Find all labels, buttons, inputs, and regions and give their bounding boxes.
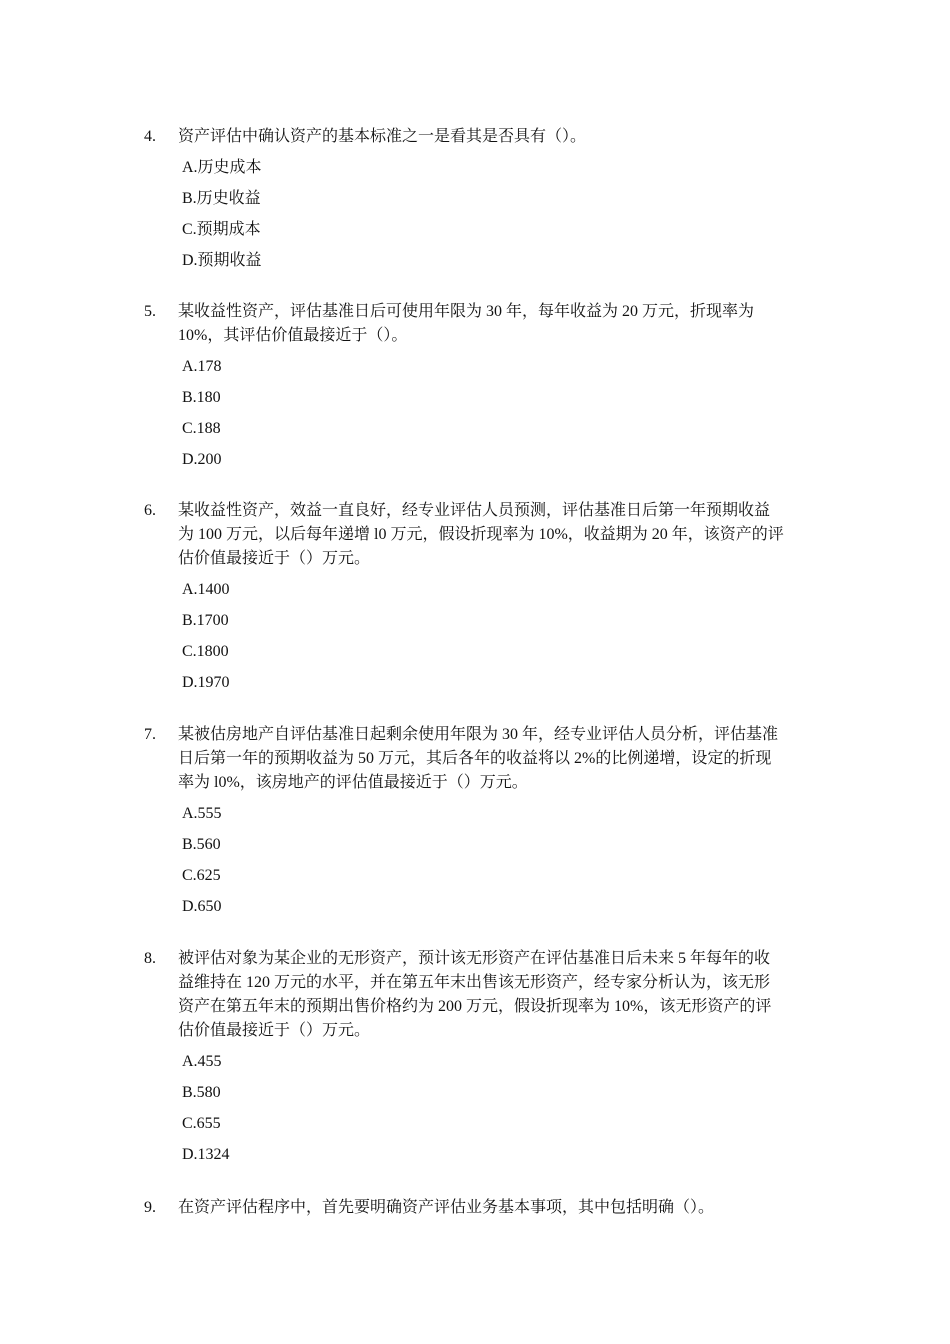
- question-text: [178, 947, 814, 1043]
- question-text: [178, 300, 814, 348]
- option-list: [182, 802, 814, 926]
- option-b: B.历史收益: [182, 190, 261, 207]
- question-line: 某收益性资产，评估基准日后可使用年限为 30 年，每年收益为 20 万元，折现率为: [178, 303, 755, 320]
- question-line: 益维持在 120 万元的水平，并在第五年末出售该无形资产，经专家分析认为，该无形: [178, 974, 771, 991]
- option-c: C.655: [182, 1115, 221, 1132]
- option-a: A.178: [182, 358, 222, 375]
- option-c: C.预期成本: [182, 221, 261, 238]
- question-number: 5.: [144, 303, 156, 320]
- option-a: A.555: [182, 805, 222, 822]
- option-a: A.历史成本: [182, 159, 262, 176]
- question-line: 为 100 万元，以后每年递增 l0 万元，假设折现率为 10%，收益期为 20 年，该资产的评: [178, 526, 784, 543]
- question-number: 6.: [144, 502, 156, 519]
- question-number: 7.: [144, 726, 156, 743]
- question-line: 率为 l0%，该房地产的评估值最接近于（）万元。: [178, 774, 528, 791]
- question-line: 在资产评估程序中，首先要明确资产评估业务基本事项，其中包括明确（）。: [178, 1199, 715, 1216]
- question-7: [144, 723, 814, 926]
- option-b: B.580: [182, 1084, 221, 1101]
- option-list: [182, 1050, 814, 1174]
- option-c: C.1800: [182, 643, 229, 660]
- question-line: 日后第一年的预期收益为 50 万元，其后各年的收益将以 2%的比例递增，设定的折现: [178, 750, 772, 767]
- question-text: [178, 125, 814, 149]
- question-line: 10%，其评估价值最接近于（）。: [178, 327, 408, 344]
- question-line: 资产在第五年末的预期出售价格约为 200 万元，假设折现率为 10%，该无形资产的评: [178, 998, 772, 1015]
- question-number: 9.: [144, 1199, 156, 1216]
- question-line: 被评估对象为某企业的无形资产，预计该无形资产在评估基准日后未来 5 年每年的收: [178, 950, 771, 967]
- question-9: [144, 1196, 814, 1220]
- question-6: [144, 499, 814, 702]
- question-line: 某被估房地产自评估基准日起剩余使用年限为 30 年，经专业评估人员分析，评估基准: [178, 726, 779, 743]
- option-b: B.180: [182, 389, 221, 406]
- option-a: A.1400: [182, 581, 230, 598]
- question-line: 估价值最接近于（）万元。: [178, 1022, 371, 1039]
- question-text: [178, 723, 814, 795]
- question-text: [178, 1196, 814, 1220]
- question-line: 估价值最接近于（）万元。: [178, 550, 371, 567]
- question-line: 某收益性资产，效益一直良好，经专业评估人员预测，评估基准日后第一年预期收益: [178, 502, 771, 519]
- option-a: A.455: [182, 1053, 222, 1070]
- question-5: [144, 300, 814, 479]
- option-c: C.188: [182, 420, 221, 437]
- option-list: [182, 578, 814, 702]
- question-4: [144, 125, 814, 280]
- option-d: D.200: [182, 451, 222, 468]
- question-text: [178, 499, 814, 571]
- option-d: D.650: [182, 898, 222, 915]
- option-list: [182, 156, 814, 280]
- option-d: D.1970: [182, 674, 230, 691]
- option-d: D.预期收益: [182, 252, 262, 269]
- question-8: [144, 947, 814, 1174]
- option-d: D.1324: [182, 1146, 230, 1163]
- question-line: 资产评估中确认资产的基本标准之一是看其是否具有（）。: [178, 128, 587, 145]
- option-b: B.1700: [182, 612, 229, 629]
- question-number: 4.: [144, 128, 156, 145]
- question-number: 8.: [144, 950, 156, 967]
- option-c: C.625: [182, 867, 221, 884]
- option-list: [182, 355, 814, 479]
- option-b: B.560: [182, 836, 221, 853]
